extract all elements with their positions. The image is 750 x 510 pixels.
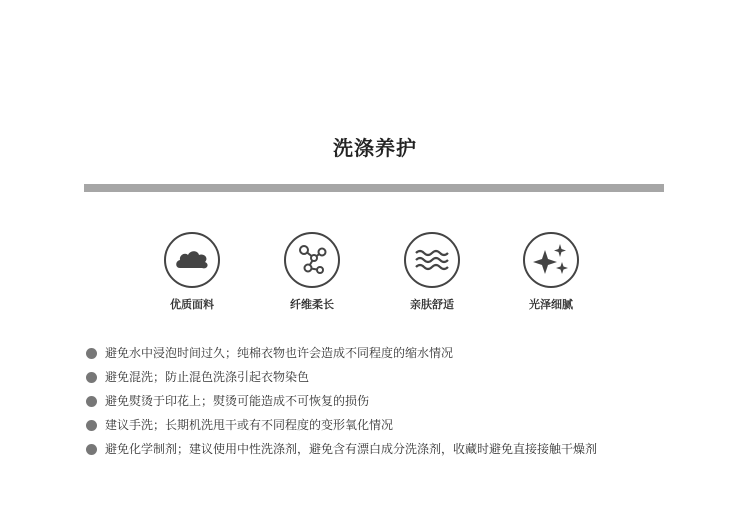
- list-item: [86, 416, 686, 440]
- care-note-text: 避免混洗；防止混色洗涤引起衣物染色: [105, 370, 310, 384]
- feature-quality-fabric: [142, 232, 242, 312]
- title-divider: [84, 184, 664, 192]
- list-item: [86, 368, 686, 392]
- feature-skin-friendly: [382, 232, 482, 312]
- list-item: [86, 344, 686, 368]
- care-note-text: 避免水中浸泡时间过久；纯棉衣物也许会造成不同程度的缩水情况: [105, 346, 454, 360]
- care-note-text: 避免化学制剂；建议使用中性洗涤剂，避免含有漂白成分洗涤剂，收藏时避免直接接触干燥剂: [105, 442, 598, 456]
- feature-long-fiber: [262, 232, 362, 312]
- feature-label: 优质面料: [170, 298, 214, 311]
- sparkle-icon: [523, 232, 579, 288]
- bullet-icon: [86, 396, 97, 407]
- bullet-icon: [86, 372, 97, 383]
- molecule-icon: [284, 232, 340, 288]
- feature-fine-luster: [501, 232, 601, 312]
- care-note-text: 建议手洗；长期机洗甩干或有不同程度的变形氧化情况: [105, 418, 394, 432]
- cloud-icon: [164, 232, 220, 288]
- list-item: [86, 440, 686, 464]
- bullet-icon: [86, 420, 97, 431]
- feature-icons-row: [0, 232, 750, 312]
- care-note-text: 避免熨烫于印花上；熨烫可能造成不可恢复的损伤: [105, 394, 370, 408]
- care-notes-list: [86, 344, 686, 464]
- feature-label: 光泽细腻: [529, 298, 573, 311]
- feature-label: 纤维柔长: [290, 298, 334, 311]
- bullet-icon: [86, 444, 97, 455]
- feature-label: 亲肤舒适: [410, 298, 454, 311]
- list-item: [86, 392, 686, 416]
- bullet-icon: [86, 348, 97, 359]
- section-title: 洗涤养护: [333, 136, 417, 160]
- waves-icon: [404, 232, 460, 288]
